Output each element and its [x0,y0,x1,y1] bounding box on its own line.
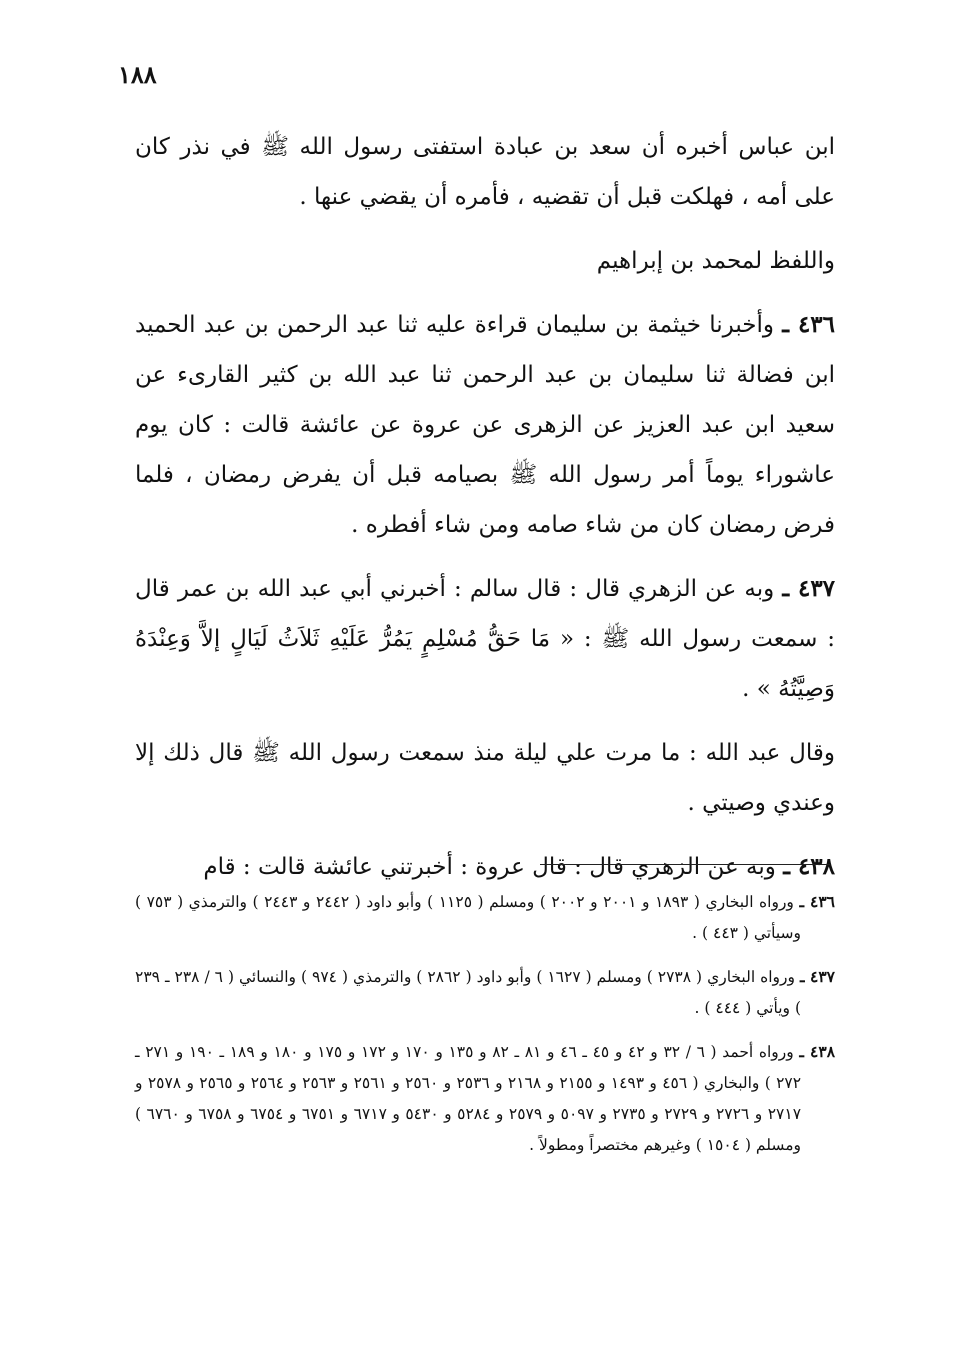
footnote-438 [135,1036,835,1161]
footnote-number: ٤٣٨ ـ [799,1042,836,1061]
paragraph [135,728,835,828]
footnote-text: ورواه البخاري ( ٢٧٣٨ ) ومسلم ( ١٦٢٧ ) وأبو داود ( ٢٨٦٢ ) والترمذي ( ٩٧٤ ) والنسائي ( ٦ / ٢٣٨ ـ ٢٣٩ ) ويأتي ( ٤٤٤ ) . [135,968,801,1017]
paragraph-text: واللفظ لمحمد بن إبراهيم [596,248,835,274]
hadith-number: ٤٣٨ ـ [783,853,835,880]
paragraph-text: وبه عن الزهري قال : قال عروة : أخبرتني عائشة قالت : قام [203,854,776,880]
footnote-number: ٤٣٦ ـ [799,892,835,911]
footnote-text: ورواه أحمد ( ٦ / ٣٢ و ٤٢ و ٤٥ ـ ٤٦ و ٨١ ـ ٨٢ و ١٣٥ و ١٧٠ و ١٧٢ و ١٧٥ و ١٨٠ و ١٨٩ ـ ١٩٠ و ٢٧١ ـ ٢٧٢ ) والبخاري ( ٤٥٦ و ١٤٩٣ و ٢١٥٥ و ٢١٦٨ و ٢٥٣٦ و ٢٥٦٠ و ٢٥٦١ و ٢٥٦٣ و ٢٥٦٤ و ٢٥٦٥ و ٢٥٧٨ و ٢٧١٧ و ٢٧٢٦ و ٢٧٢٩ و ٢٧٣٥ و ٥٠٩٧ و ٢٥٧٩ و ٥٢٨٤ و ٥٤٣٠ و ٦٧١٧ و ٦٧٥١ و ٦٧٥٤ و ٦٧٥٨ و ٦٧٦٠ ) ومسلم ( ١٥٠٤ ) وغيرهم مختصراً ومطولاً . [135,1043,802,1154]
paragraph-text: وبه عن الزهري قال : قال سالم : أخبرني أبي عبد الله بن عمر قال : سمعت رسول الله ﷺ : « مَا حَقُّ مُسْلِمٍ يَمُرُّ عَلَيْهِ ثَلاَثُ لَيَالٍ إلاَّ وَعِنْدَهُ وَصِيَّتُهُ » . [135,576,835,702]
footnote-divider [540,864,830,865]
paragraph-text: ابن عباس أخبره أن سعد بن عبادة استفتى رسول الله ﷺ في نذر كان على أمه ، فهلكت قبل أن تقضيه ، فأمره أن يقضي عنها . [135,134,835,210]
paragraph-text: وأخبرنا خيثمة بن سليمان قراءة عليه ثنا عبد الرحمن بن عبد الحميد ابن فضالة ثنا سليمان بن عبد الرحمن ثنا عبد الله بن كثير القارىء عن سعيد ابن عبد العزيز عن الزهرى عن عروة عن عائشة قالت : كان يوم عاشوراء يوماً أمر رسول الله ﷺ بصيامه قبل أن يفرض رمضان ، فلما فرض رمضان كان من شاء صامه ومن شاء أفطره . [135,312,835,538]
page-number: ١٨٨ [118,60,157,89]
footnote-number: ٤٣٧ ـ [800,967,835,986]
footnote-text: ورواه البخاري ( ١٨٩٣ و ٢٠٠١ و ٢٠٠٢ ) ومسلم ( ١١٢٥ ) وأبو داود ( ٢٤٤٢ و ٢٤٤٣ ) والترمذي ( ٧٥٣ ) وسيأتي ( ٤٤٣ ) . [135,893,801,942]
footnote-437 [135,961,835,1024]
footnotes [135,886,835,1173]
footnote-436 [135,886,835,949]
hadith-436 [135,300,835,550]
paragraph-text: وقال عبد الله : ما مرت علي ليلة منذ سمعت رسول الله ﷺ قال ذلك إلا وعندي وصيتي . [135,740,835,816]
paragraph [135,122,835,222]
paragraph [135,236,835,286]
hadith-number: ٤٣٧ ـ [782,575,836,602]
hadith-437 [135,564,835,714]
hadith-438 [135,842,835,892]
hadith-number: ٤٣٦ ـ [782,311,836,338]
main-text [135,122,835,906]
